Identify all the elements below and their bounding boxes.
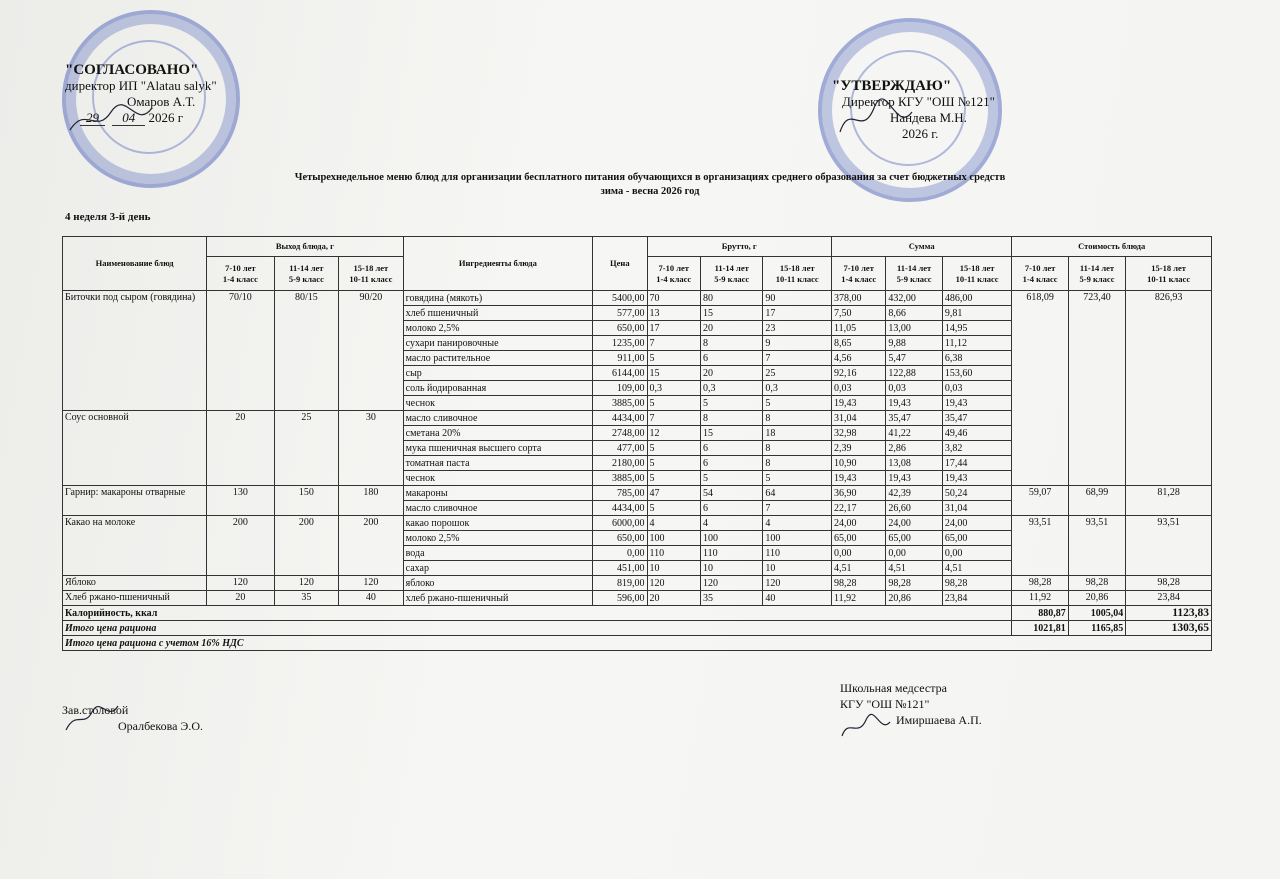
brutto-cell: 120 (647, 576, 700, 591)
brutto-cell: 4 (647, 516, 700, 531)
sum-cell: 19,43 (831, 396, 885, 411)
approval-left-date: 29 04 2026 г (65, 110, 217, 126)
sum-cell: 11,92 (831, 591, 885, 606)
ingredient-price: 451,00 (593, 561, 647, 576)
sum-cell: 24,00 (886, 516, 942, 531)
header-age-cell: 7-10 лет 1-4 класс (1012, 257, 1068, 291)
sum-cell: 65,00 (942, 531, 1012, 546)
document-title (150, 172, 1150, 197)
table-row (63, 576, 1212, 591)
brutto-cell: 100 (647, 531, 700, 546)
sum-cell: 0,00 (942, 546, 1012, 561)
yield-cell: 200 (339, 516, 404, 576)
dish-cost-cell: 93,51 (1012, 516, 1068, 576)
ingredient-name: говядина (мякоть) (403, 291, 592, 306)
brutto-cell: 5 (700, 396, 762, 411)
brutto-cell: 10 (763, 561, 832, 576)
ingredient-price: 0,00 (593, 546, 647, 561)
sum-cell: 42,39 (886, 486, 942, 501)
brutto-cell: 15 (647, 366, 700, 381)
sum-cell: 23,84 (942, 591, 1012, 606)
table-row (63, 291, 1212, 306)
brutto-cell: 18 (763, 426, 832, 441)
approval-right-position: Директор КГУ "ОШ №121" (842, 94, 995, 109)
ingredient-price: 785,00 (593, 486, 647, 501)
ingredient-price: 650,00 (593, 321, 647, 336)
ingredient-price: 109,00 (593, 381, 647, 396)
sum-cell: 2,86 (886, 441, 942, 456)
yield-cell: 20 (207, 591, 275, 606)
yield-cell: 80/15 (274, 291, 339, 411)
brutto-cell: 110 (647, 546, 700, 561)
ingredient-name: молоко 2,5% (403, 321, 592, 336)
yield-cell: 200 (207, 516, 275, 576)
brutto-cell: 7 (763, 351, 832, 366)
sum-cell: 8,65 (831, 336, 885, 351)
sum-cell: 0,00 (831, 546, 885, 561)
header-age-cell: 7-10 лет 1-4 класс (207, 257, 275, 291)
brutto-cell: 64 (763, 486, 832, 501)
brutto-cell: 120 (700, 576, 762, 591)
brutto-cell: 7 (763, 501, 832, 516)
brutto-cell: 0,3 (647, 381, 700, 396)
brutto-cell: 35 (700, 591, 762, 606)
brutto-cell: 54 (700, 486, 762, 501)
brutto-cell: 4 (700, 516, 762, 531)
sum-cell: 10,90 (831, 456, 885, 471)
sum-cell: 49,46 (942, 426, 1012, 441)
sum-cell: 17,44 (942, 456, 1012, 471)
sum-cell: 0,03 (942, 381, 1012, 396)
approval-left-position: директор ИП "Alatau salyk" (65, 78, 217, 93)
total-price-value: 1165,85 (1068, 621, 1125, 636)
table-row (63, 516, 1212, 531)
ingredient-price: 4434,00 (593, 411, 647, 426)
sum-cell: 22,17 (831, 501, 885, 516)
sum-cell: 486,00 (942, 291, 1012, 306)
brutto-cell: 9 (763, 336, 832, 351)
sum-cell: 0,00 (886, 546, 942, 561)
vat-row (63, 636, 1212, 651)
sum-cell: 11,12 (942, 336, 1012, 351)
header-price: Цена (593, 237, 647, 291)
yield-cell: 90/20 (339, 291, 404, 411)
dish-cost-cell: 23,84 (1126, 591, 1212, 606)
header-ingredients: Ингредиенты блюда (403, 237, 592, 291)
dish-cost-cell: 81,28 (1126, 486, 1212, 516)
ingredient-name: какао порошок (403, 516, 592, 531)
sum-cell: 19,43 (942, 396, 1012, 411)
brutto-cell: 7 (647, 336, 700, 351)
brutto-cell: 120 (763, 576, 832, 591)
footer-nurse-name: Имиршаева А.П. (896, 713, 982, 727)
sum-cell: 432,00 (886, 291, 942, 306)
brutto-cell: 17 (763, 306, 832, 321)
ingredient-price: 477,00 (593, 441, 647, 456)
brutto-cell: 25 (763, 366, 832, 381)
sum-cell: 26,60 (886, 501, 942, 516)
header-age-cell: 7-10 лет 1-4 класс (831, 257, 885, 291)
header-age-cell: 15-18 лет 10-11 класс (339, 257, 404, 291)
ingredient-name: сметана 20% (403, 426, 592, 441)
yield-cell: 200 (274, 516, 339, 576)
brutto-cell: 20 (700, 366, 762, 381)
ingredient-price: 6144,00 (593, 366, 647, 381)
yield-cell: 120 (207, 576, 275, 591)
ingredient-name: масло растительное (403, 351, 592, 366)
approval-right-date: 2026 г. (902, 126, 939, 141)
ingredient-price: 4434,00 (593, 501, 647, 516)
brutto-cell: 12 (647, 426, 700, 441)
sum-cell: 153,60 (942, 366, 1012, 381)
dish-name: Яблоко (63, 576, 207, 591)
ingredient-name: сыр (403, 366, 592, 381)
total-price-value: 1303,65 (1126, 621, 1212, 636)
brutto-cell: 17 (647, 321, 700, 336)
sum-cell: 31,04 (942, 501, 1012, 516)
yield-cell: 25 (274, 411, 339, 486)
sum-cell: 0,03 (831, 381, 885, 396)
header-cost: Стоимость блюда (1012, 237, 1212, 257)
approval-right-name: Нандева М.Н. (890, 110, 967, 125)
ingredient-name: макароны (403, 486, 592, 501)
vat-label: Итого цена рациона с учетом 16% НДС (63, 636, 1212, 651)
brutto-cell: 100 (700, 531, 762, 546)
sum-cell: 50,24 (942, 486, 1012, 501)
dish-cost-cell: 68,99 (1068, 486, 1125, 516)
day-subtitle: 4 неделя 3-й день (65, 211, 151, 223)
brutto-cell: 20 (647, 591, 700, 606)
ingredient-name: молоко 2,5% (403, 531, 592, 546)
ingredient-name: чеснок (403, 396, 592, 411)
footer-canteen-name: Оралбекова Э.О. (118, 719, 204, 733)
brutto-cell: 0,3 (763, 381, 832, 396)
sum-cell: 5,47 (886, 351, 942, 366)
total-price-label: Итого цена рациона (63, 621, 1012, 636)
brutto-cell: 20 (700, 321, 762, 336)
dish-cost-cell: 98,28 (1068, 576, 1125, 591)
ingredient-price: 650,00 (593, 531, 647, 546)
approval-left-name: Омаров А.Т. (127, 94, 196, 109)
ingredient-price: 911,00 (593, 351, 647, 366)
header-age-cell: 11-14 лет 5-9 класс (700, 257, 762, 291)
sum-cell: 4,51 (886, 561, 942, 576)
brutto-cell: 15 (700, 306, 762, 321)
sum-cell: 19,43 (886, 471, 942, 486)
brutto-cell: 5 (647, 501, 700, 516)
dish-cost-cell: 826,93 (1126, 291, 1212, 486)
sum-cell: 4,51 (942, 561, 1012, 576)
sum-cell: 2,39 (831, 441, 885, 456)
sum-cell: 122,88 (886, 366, 942, 381)
yield-cell: 130 (207, 486, 275, 516)
dish-cost-cell: 93,51 (1126, 516, 1212, 576)
header-dish: Наименование блюд (63, 237, 207, 291)
sum-cell: 24,00 (942, 516, 1012, 531)
sum-cell: 4,56 (831, 351, 885, 366)
brutto-cell: 8 (763, 456, 832, 471)
ingredient-name: яблоко (403, 576, 592, 591)
sum-cell: 32,98 (831, 426, 885, 441)
signature-left (66, 100, 156, 140)
ingredient-price: 2748,00 (593, 426, 647, 441)
dish-name: Хлеб ржано-пшеничный (63, 591, 207, 606)
ingredient-price: 3885,00 (593, 471, 647, 486)
brutto-cell: 110 (700, 546, 762, 561)
yield-cell: 70/10 (207, 291, 275, 411)
dish-cost-cell: 20,86 (1068, 591, 1125, 606)
yield-cell: 120 (274, 576, 339, 591)
signature-right (836, 98, 916, 142)
sum-cell: 98,28 (886, 576, 942, 591)
header-age-cell: 7-10 лет 1-4 класс (647, 257, 700, 291)
brutto-cell: 90 (763, 291, 832, 306)
document-title-line2: зима - весна 2026 год (600, 186, 700, 197)
ingredient-name: сухари панировочные (403, 336, 592, 351)
header-yield: Выход блюда, г (207, 237, 404, 257)
sum-cell: 0,03 (886, 381, 942, 396)
sum-cell: 19,43 (831, 471, 885, 486)
yield-cell: 150 (274, 486, 339, 516)
sum-cell: 8,66 (886, 306, 942, 321)
sum-cell: 3,82 (942, 441, 1012, 456)
kcal-value: 1005,04 (1068, 606, 1125, 621)
sum-cell: 19,43 (886, 396, 942, 411)
menu-body (63, 291, 1212, 606)
table-row (63, 591, 1212, 606)
sum-cell: 4,51 (831, 561, 885, 576)
ingredient-name: масло сливочное (403, 501, 592, 516)
brutto-cell: 0,3 (700, 381, 762, 396)
brutto-cell: 7 (647, 411, 700, 426)
sum-cell: 35,47 (942, 411, 1012, 426)
sum-cell: 20,86 (886, 591, 942, 606)
sum-cell: 36,90 (831, 486, 885, 501)
brutto-cell: 100 (763, 531, 832, 546)
yield-cell: 20 (207, 411, 275, 486)
footer-nurse-org: КГУ "ОШ №121" (840, 697, 930, 711)
ingredient-name: вода (403, 546, 592, 561)
brutto-cell: 5 (647, 396, 700, 411)
dish-name: Биточки под сыром (говядина) (63, 291, 207, 411)
brutto-cell: 80 (700, 291, 762, 306)
brutto-cell: 5 (647, 441, 700, 456)
total-price-value: 1021,81 (1012, 621, 1068, 636)
brutto-cell: 5 (647, 456, 700, 471)
dish-name: Какао на молоке (63, 516, 207, 576)
total-price-row (63, 621, 1212, 636)
footer-nurse-title: Школьная медсестра (840, 681, 947, 695)
brutto-cell: 6 (700, 501, 762, 516)
dish-cost-cell: 98,28 (1126, 576, 1212, 591)
kcal-row (63, 606, 1212, 621)
ingredient-price: 5400,00 (593, 291, 647, 306)
header-age-cell: 11-14 лет 5-9 класс (274, 257, 339, 291)
ingredient-name: томатная паста (403, 456, 592, 471)
brutto-cell: 10 (700, 561, 762, 576)
brutto-cell: 5 (763, 471, 832, 486)
table-row (63, 486, 1212, 501)
brutto-cell: 6 (700, 456, 762, 471)
ingredient-price: 819,00 (593, 576, 647, 591)
dish-cost-cell: 59,07 (1012, 486, 1068, 516)
sum-cell: 65,00 (831, 531, 885, 546)
yield-cell: 35 (274, 591, 339, 606)
brutto-cell: 23 (763, 321, 832, 336)
ingredient-price: 1235,00 (593, 336, 647, 351)
header-sum: Сумма (831, 237, 1011, 257)
ingredient-price: 2180,00 (593, 456, 647, 471)
yield-cell: 30 (339, 411, 404, 486)
menu-table (62, 236, 1212, 651)
brutto-cell: 15 (700, 426, 762, 441)
brutto-cell: 6 (700, 351, 762, 366)
ingredient-name: масло сливочное (403, 411, 592, 426)
dish-cost-cell: 98,28 (1012, 576, 1068, 591)
dish-name: Гарнир: макароны отварные (63, 486, 207, 516)
sum-cell: 19,43 (942, 471, 1012, 486)
ingredient-name: соль йодированная (403, 381, 592, 396)
header-brutto: Брутто, г (647, 237, 831, 257)
sum-cell: 65,00 (886, 531, 942, 546)
header-age-cell: 15-18 лет 10-11 класс (763, 257, 832, 291)
signature-nurse (838, 712, 894, 744)
yield-cell: 180 (339, 486, 404, 516)
sum-cell: 24,00 (831, 516, 885, 531)
ingredient-name: хлеб пшеничный (403, 306, 592, 321)
ingredient-price: 577,00 (593, 306, 647, 321)
yield-cell: 120 (339, 576, 404, 591)
ingredient-price: 596,00 (593, 591, 647, 606)
header-age-cell: 11-14 лет 5-9 класс (886, 257, 942, 291)
sum-cell: 13,08 (886, 456, 942, 471)
brutto-cell: 10 (647, 561, 700, 576)
dish-name: Соус основной (63, 411, 207, 486)
brutto-cell: 6 (700, 441, 762, 456)
dish-cost-cell: 723,40 (1068, 291, 1125, 486)
ingredient-name: сахар (403, 561, 592, 576)
ingredient-price: 3885,00 (593, 396, 647, 411)
sum-cell: 98,28 (831, 576, 885, 591)
header-age-cell: 15-18 лет 10-11 класс (1126, 257, 1212, 291)
ingredient-name: чеснок (403, 471, 592, 486)
sum-cell: 14,95 (942, 321, 1012, 336)
yield-cell: 40 (339, 591, 404, 606)
sum-cell: 9,88 (886, 336, 942, 351)
footer-canteen-title: Зав.столовой (62, 703, 129, 717)
sum-cell: 98,28 (942, 576, 1012, 591)
brutto-cell: 13 (647, 306, 700, 321)
brutto-cell: 5 (700, 471, 762, 486)
approval-right-title: "УТВЕРЖДАЮ" (832, 78, 952, 94)
ingredient-name: хлеб ржано-пшеничный (403, 591, 592, 606)
brutto-cell: 40 (763, 591, 832, 606)
sum-cell: 41,22 (886, 426, 942, 441)
sum-cell: 7,50 (831, 306, 885, 321)
brutto-cell: 70 (647, 291, 700, 306)
document-title-line1: Четырехнедельное меню блюд для организации бесплатного питания обучающихся в организациях среднего образования за счет бюджетных средств (294, 172, 1006, 183)
brutto-cell: 8 (700, 336, 762, 351)
brutto-cell: 47 (647, 486, 700, 501)
ingredient-name: мука пшеничная высшего сорта (403, 441, 592, 456)
sum-cell: 35,47 (886, 411, 942, 426)
sum-cell: 378,00 (831, 291, 885, 306)
kcal-value: 880,87 (1012, 606, 1068, 621)
brutto-cell: 8 (763, 441, 832, 456)
sum-cell: 92,16 (831, 366, 885, 381)
sum-cell: 9,81 (942, 306, 1012, 321)
header-age-cell: 15-18 лет 10-11 класс (942, 257, 1012, 291)
brutto-cell: 8 (763, 411, 832, 426)
signature-canteen (62, 700, 122, 736)
dish-cost-cell: 11,92 (1012, 591, 1068, 606)
header-age-cell: 11-14 лет 5-9 класс (1068, 257, 1125, 291)
sum-cell: 31,04 (831, 411, 885, 426)
kcal-value: 1123,83 (1126, 606, 1212, 621)
ingredient-price: 6000,00 (593, 516, 647, 531)
sum-cell: 13,00 (886, 321, 942, 336)
sum-cell: 11,05 (831, 321, 885, 336)
brutto-cell: 5 (763, 396, 832, 411)
brutto-cell: 5 (647, 471, 700, 486)
dish-cost-cell: 93,51 (1068, 516, 1125, 576)
approval-left-title: "СОГЛАСОВАНО" (65, 62, 199, 78)
brutto-cell: 5 (647, 351, 700, 366)
brutto-cell: 110 (763, 546, 832, 561)
dish-cost-cell: 618,09 (1012, 291, 1068, 486)
kcal-label: Калорийность, ккал (63, 606, 1012, 621)
sum-cell: 6,38 (942, 351, 1012, 366)
brutto-cell: 4 (763, 516, 832, 531)
brutto-cell: 8 (700, 411, 762, 426)
